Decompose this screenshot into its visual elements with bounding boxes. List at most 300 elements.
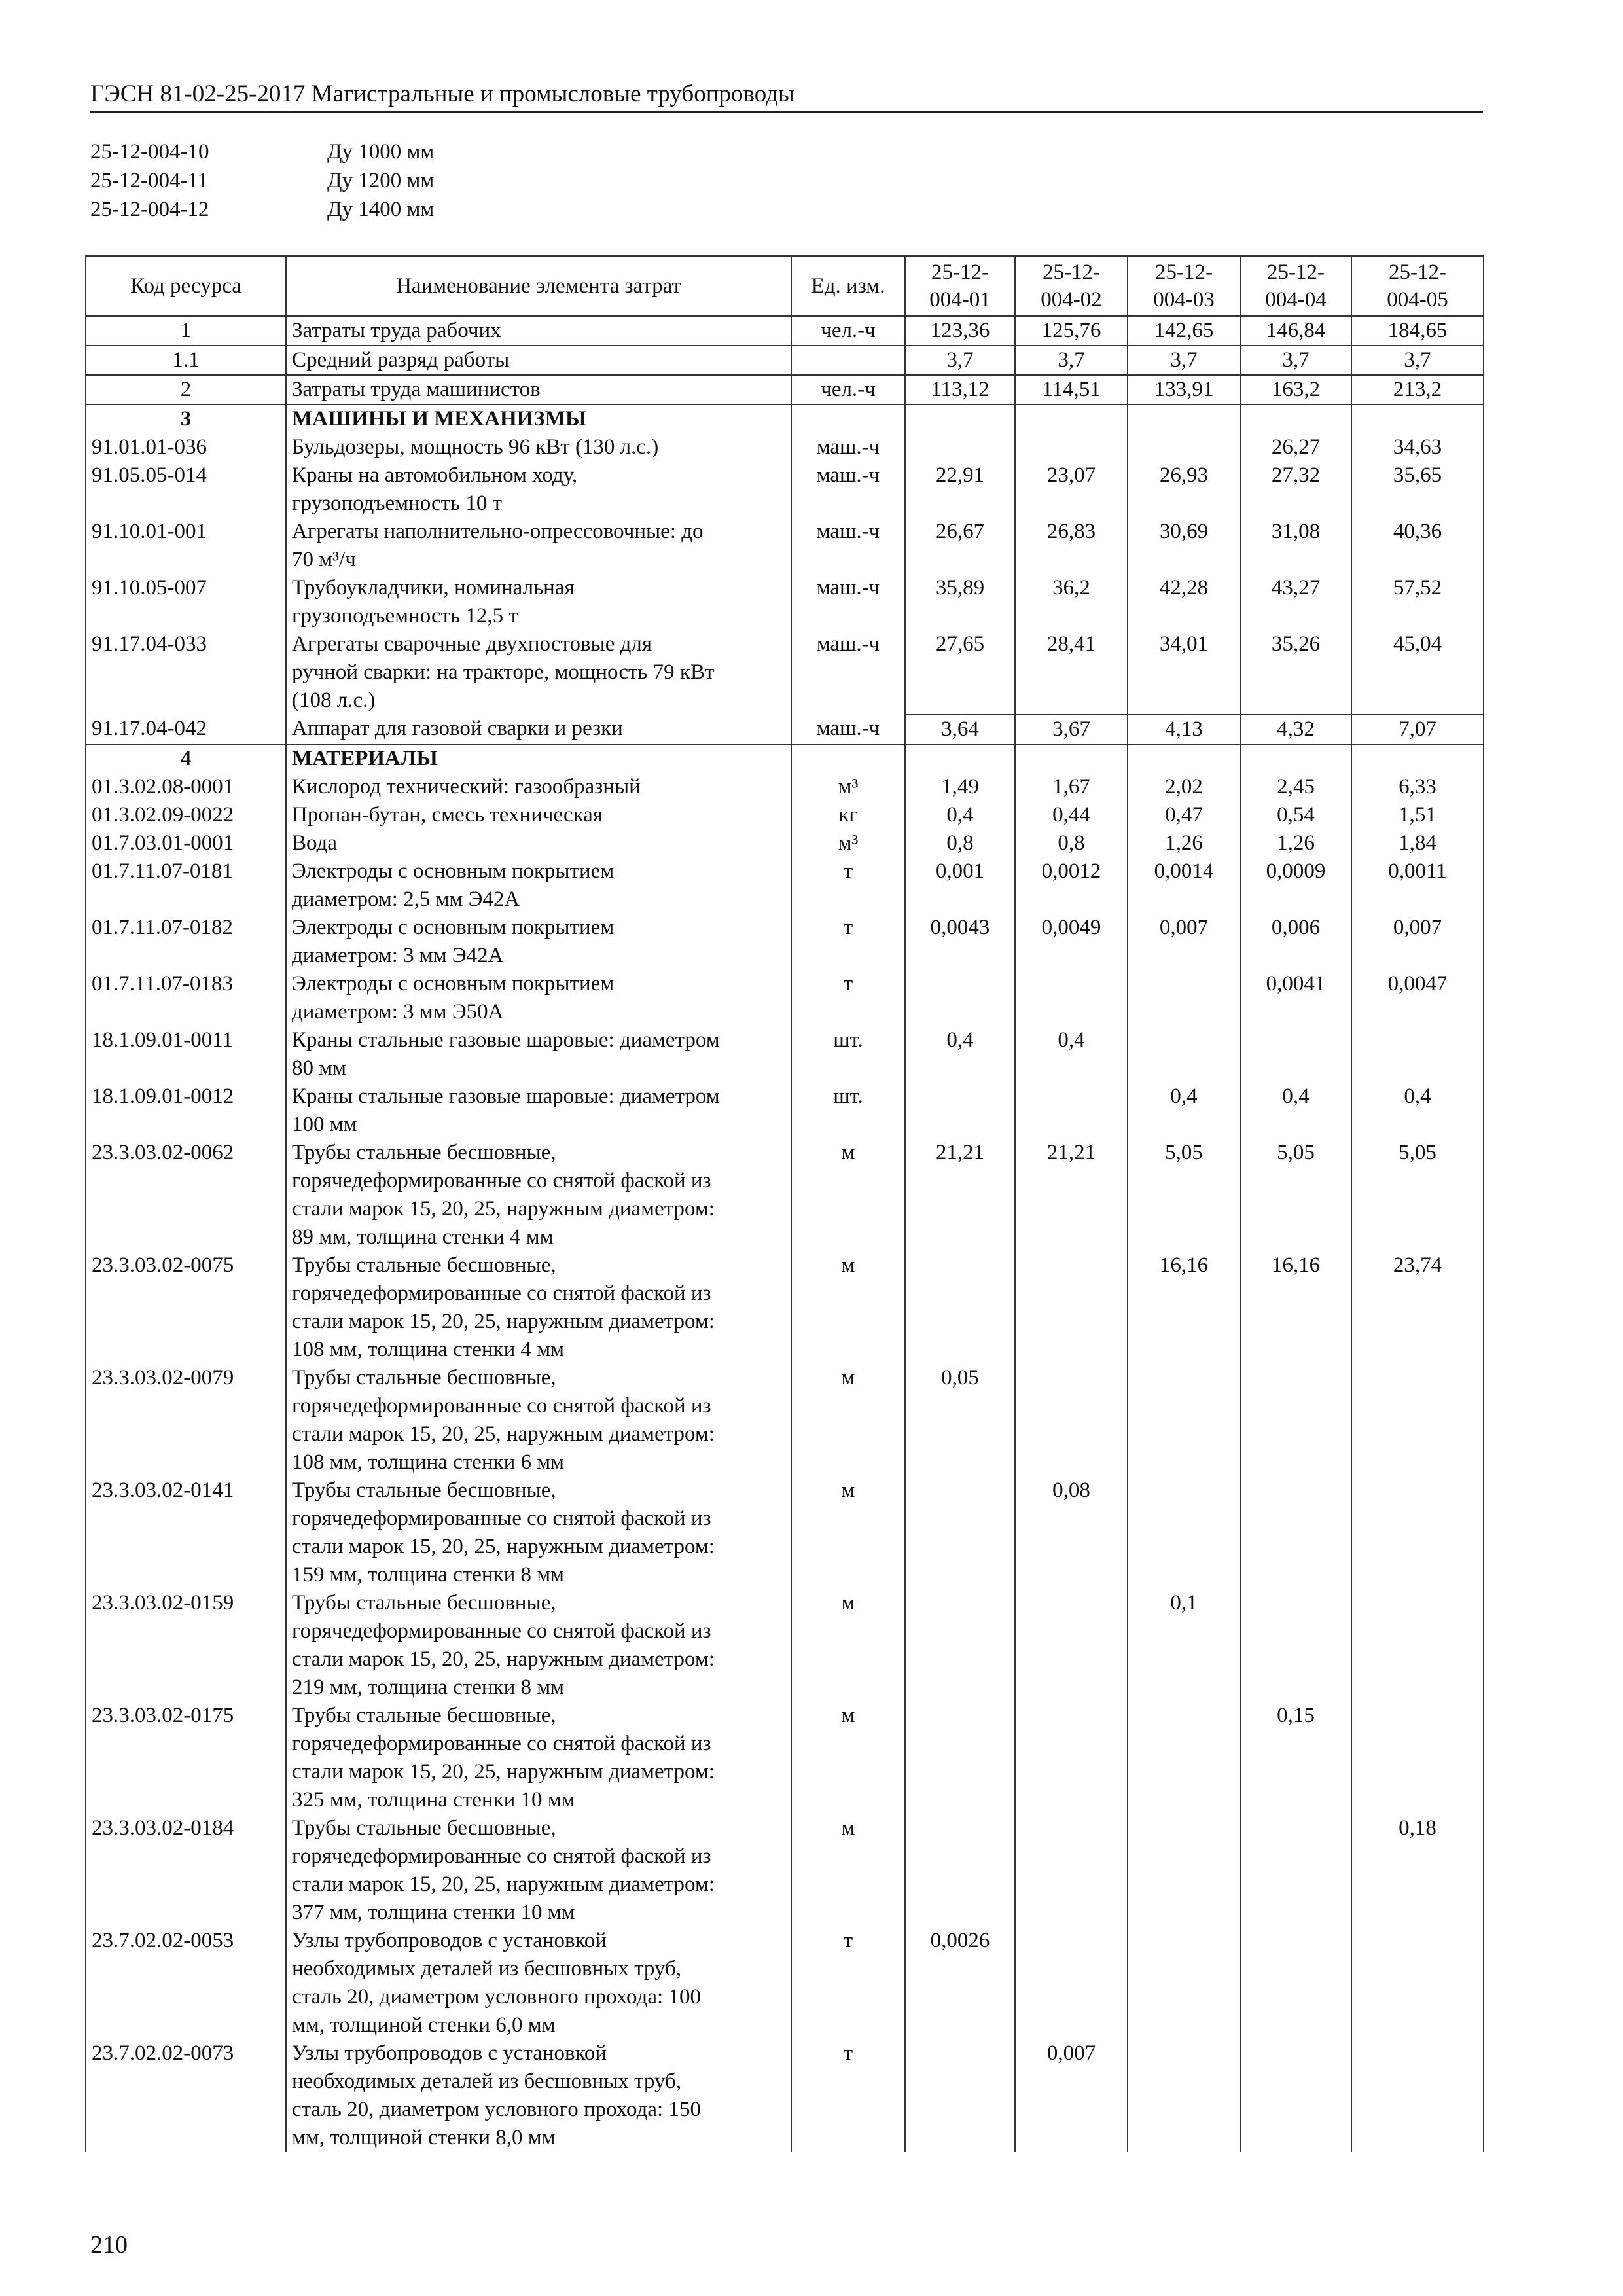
resource-name (286, 1927, 791, 2039)
resource-code: 3 (86, 404, 286, 433)
column-header-line: 004-01 (929, 288, 991, 312)
norm-value-004-03: 16,16 (1128, 1251, 1240, 1364)
resource-name-line: 108 мм, толщина стенки 6 мм (292, 1450, 564, 1474)
resource-name-line: Затраты труда рабочих (292, 319, 501, 342)
norm-value-004-03: 2,02 (1128, 773, 1240, 801)
resource-code: 01.3.02.08-0001 (86, 773, 286, 801)
norm-value-004-05 (1351, 1026, 1484, 1083)
resource-code: 23.3.03.02-0141 (86, 1477, 286, 1589)
resource-code: 4 (86, 744, 286, 773)
norm-value-004-02 (1015, 1927, 1128, 2039)
norm-value-004-03: 42,28 (1128, 574, 1240, 630)
norm-value-004-02: 1,67 (1015, 773, 1128, 801)
norm-value-004-02 (1015, 970, 1128, 1026)
norm-value-004-04: 5,05 (1240, 1139, 1351, 1251)
resource-name (286, 1026, 791, 1083)
norm-value-004-03: 0,0014 (1128, 857, 1240, 914)
unit-of-measure: шт. (791, 1083, 905, 1139)
norm-value-004-04 (1240, 1589, 1351, 1702)
resource-name (286, 1589, 791, 1702)
norm-value-004-02: 3,67 (1015, 715, 1128, 744)
table-row (86, 715, 1484, 744)
resource-name-line: грузоподъемность 12,5 т (292, 604, 518, 628)
unit-of-measure: маш.-ч (791, 630, 905, 715)
norm-value-004-03: 4,13 (1128, 715, 1240, 744)
unit-of-measure: маш.-ч (791, 715, 905, 744)
resource-name-line: Краны стальные газовые шаровые: диаметром (292, 1085, 720, 1108)
page-header (90, 77, 1483, 113)
unit-of-measure: маш.-ч (791, 461, 905, 518)
resource-name (286, 744, 791, 773)
unit-of-measure: т (791, 2039, 905, 2152)
resource-name-line: Краны стальные газовые шаровые: диаметром (292, 1028, 720, 1052)
norm-value-004-02 (1015, 744, 1128, 773)
table-row (86, 433, 1484, 461)
resource-name (286, 715, 791, 744)
norm-value-004-01: 0,4 (905, 1026, 1015, 1083)
norm-value-004-05: 57,52 (1351, 574, 1484, 630)
table-row (86, 1477, 1484, 1589)
column-header-004-01 (905, 256, 1015, 316)
unit-of-measure (791, 744, 905, 773)
norm-value-004-05: 7,07 (1351, 715, 1484, 744)
norm-value-004-01: 21,21 (905, 1139, 1015, 1251)
resource-name-line: Краны на автомобильном ходу, (292, 463, 578, 487)
unit-of-measure: т (791, 914, 905, 970)
norm-value-004-01: 0,001 (905, 857, 1015, 914)
norm-value-004-04 (1240, 1364, 1351, 1477)
resource-name (286, 574, 791, 630)
norm-value-004-03: 0,4 (1128, 1083, 1240, 1139)
resource-code: 23.3.03.02-0079 (86, 1364, 286, 1477)
norm-value-004-05: 1,84 (1351, 829, 1484, 857)
resource-name (286, 773, 791, 801)
norm-value-004-02 (1015, 433, 1128, 461)
norm-value-004-04: 1,26 (1240, 829, 1351, 857)
norm-value-004-01: 0,0026 (905, 1927, 1015, 2039)
unit-of-measure: м (791, 1139, 905, 1251)
resource-name-line: горячедеформированные со снятой фаской из (292, 1507, 711, 1530)
norm-value-004-05: 3,7 (1351, 346, 1484, 375)
unit-of-measure: кг (791, 801, 905, 829)
resource-name-line: диаметром: 3 мм Э50А (292, 1000, 504, 1024)
resource-name-line: Агрегаты наполнительно-опрессовочные: до (292, 520, 704, 543)
subcode-description: Ду 1000 мм (327, 140, 435, 164)
resource-code: 23.3.03.02-0159 (86, 1589, 286, 1702)
resource-name-line: ручной сварки: на тракторе, мощность 79 кВт (292, 660, 715, 684)
resource-code: 91.17.04-033 (86, 630, 286, 715)
resource-name (286, 857, 791, 914)
resource-name (286, 433, 791, 461)
resource-name-line: МАШИНЫ И МЕХАНИЗМЫ (292, 407, 587, 431)
resource-name-line: Средний разряд работы (292, 348, 510, 372)
unit-of-measure: маш.-ч (791, 574, 905, 630)
table-row (86, 1026, 1484, 1083)
unit-of-measure: шт. (791, 1026, 905, 1083)
table-row (86, 970, 1484, 1026)
column-header-line: 25-12- (1155, 260, 1213, 284)
norm-value-004-03: 133,91 (1128, 375, 1240, 404)
norm-value-004-04: 0,0041 (1240, 970, 1351, 1026)
subcode-description: Ду 1200 мм (327, 169, 435, 192)
resource-name-line: стали марок 15, 20, 25, наружным диаметром: (292, 1310, 715, 1333)
norm-value-004-04: 163,2 (1240, 375, 1351, 404)
norm-value-004-03: 0,007 (1128, 914, 1240, 970)
resource-name (286, 1251, 791, 1364)
resource-code: 91.17.04-042 (86, 715, 286, 744)
resource-name-line: стали марок 15, 20, 25, наружным диаметром: (292, 1422, 715, 1446)
norm-value-004-02: 0,8 (1015, 829, 1128, 857)
resource-name-line: сталь 20, диаметром условного прохода: 150 (292, 2098, 701, 2121)
column-header-004-02 (1015, 256, 1128, 316)
resource-name-line: 159 мм, толщина стенки 8 мм (292, 1563, 564, 1587)
norm-value-004-05 (1351, 1364, 1484, 1477)
table-row (86, 630, 1484, 715)
norm-value-004-01: 113,12 (905, 375, 1015, 404)
resource-name-line: Трубоукладчики, номинальная (292, 576, 575, 600)
resource-name (286, 1139, 791, 1251)
unit-of-measure: т (791, 1927, 905, 2039)
document-title: ГЭСН 81-02-25-2017 Магистральные и промысловые трубопроводы (90, 81, 794, 107)
norm-value-004-04 (1240, 1026, 1351, 1083)
resource-name-line: Вода (292, 831, 337, 855)
unit-of-measure: м (791, 1814, 905, 1927)
resource-name-line: Трубы стальные бесшовные, (292, 1253, 556, 1277)
norm-value-004-03 (1128, 404, 1240, 433)
table-row (86, 404, 1484, 433)
resource-name-line: горячедеформированные со снятой фаской из (292, 1394, 711, 1418)
norm-value-004-03: 142,65 (1128, 316, 1240, 346)
norm-value-004-01 (905, 2039, 1015, 2152)
norm-value-004-05: 35,65 (1351, 461, 1484, 518)
resource-name-line: горячедеформированные со снятой фаской из (292, 1282, 711, 1305)
resource-name-line: Кислород технический: газообразный (292, 775, 641, 798)
resource-name (286, 1083, 791, 1139)
norm-value-004-04: 2,45 (1240, 773, 1351, 801)
norm-value-004-01 (905, 1589, 1015, 1702)
resource-code: 1 (86, 316, 286, 346)
column-header-line: 004-05 (1387, 288, 1448, 312)
norm-value-004-02: 23,07 (1015, 461, 1128, 518)
norm-value-004-02 (1015, 1083, 1128, 1139)
resource-name-line: стали марок 15, 20, 25, наружным диаметром: (292, 1197, 715, 1221)
column-header-line: 004-03 (1153, 288, 1215, 312)
norm-value-004-01: 0,8 (905, 829, 1015, 857)
column-header-line: 25-12- (1267, 260, 1325, 284)
resource-name-line: Трубы стальные бесшовные, (292, 1479, 556, 1502)
norm-value-004-05 (1351, 1927, 1484, 2039)
resource-name (286, 375, 791, 404)
resource-name-line: 89 мм, толщина стенки 4 мм (292, 1225, 554, 1249)
norm-value-004-02 (1015, 1589, 1128, 1702)
norm-value-004-01: 26,67 (905, 518, 1015, 574)
norm-value-004-05: 34,63 (1351, 433, 1484, 461)
unit-of-measure: маш.-ч (791, 518, 905, 574)
resource-name-line: стали марок 15, 20, 25, наружным диаметром: (292, 1873, 715, 1896)
table-row (86, 914, 1484, 970)
norm-value-004-01: 0,05 (905, 1364, 1015, 1477)
resource-name-line: Бульдозеры, мощность 96 кВт (130 л.с.) (292, 435, 659, 459)
resource-name-line: горячедеформированные со снятой фаской из (292, 1844, 711, 1868)
norm-value-004-02: 0,0049 (1015, 914, 1128, 970)
resource-name-line: стали марок 15, 20, 25, наружным диаметром: (292, 1760, 715, 1784)
resource-name-line: Трубы стальные бесшовные, (292, 1141, 556, 1164)
resource-name-line: Электроды с основным покрытием (292, 916, 615, 939)
norm-value-004-03 (1128, 2039, 1240, 2152)
norm-value-004-02 (1015, 404, 1128, 433)
resource-name-line: Трубы стальные бесшовные, (292, 1816, 556, 1840)
unit-of-measure: чел.-ч (791, 316, 905, 346)
norm-value-004-03 (1128, 1927, 1240, 2039)
norm-value-004-04: 0,15 (1240, 1702, 1351, 1814)
table-body (86, 316, 1484, 2152)
norm-value-004-01: 0,4 (905, 801, 1015, 829)
norm-value-004-05 (1351, 2039, 1484, 2152)
norm-value-004-05 (1351, 744, 1484, 773)
norm-value-004-03 (1128, 970, 1240, 1026)
norm-value-004-04: 26,27 (1240, 433, 1351, 461)
resource-name-line: горячедеформированные со снятой фаской из (292, 1619, 711, 1643)
norm-value-004-03 (1128, 1477, 1240, 1589)
norm-value-004-04 (1240, 1477, 1351, 1589)
norm-value-004-04 (1240, 1814, 1351, 1927)
resource-name-line: грузоподъемность 10 т (292, 492, 503, 515)
resource-name-line: Агрегаты сварочные двухпостовые для (292, 632, 652, 656)
norm-value-004-05: 0,0047 (1351, 970, 1484, 1026)
norm-value-004-03: 34,01 (1128, 630, 1240, 715)
table-row (86, 346, 1484, 375)
resource-name-line: Электроды с основным покрытием (292, 972, 615, 996)
norm-value-004-03 (1128, 433, 1240, 461)
norm-value-004-02: 3,7 (1015, 346, 1128, 375)
norm-value-004-02: 0,44 (1015, 801, 1128, 829)
norm-value-004-05 (1351, 1702, 1484, 1814)
column-header-line: 004-02 (1041, 288, 1102, 312)
resource-name-line: Узлы трубопроводов с установкой (292, 1929, 607, 1952)
norm-value-004-01 (905, 1814, 1015, 1927)
norm-value-004-03 (1128, 1702, 1240, 1814)
table-row (86, 801, 1484, 829)
unit-of-measure: м (791, 1477, 905, 1589)
resource-name (286, 914, 791, 970)
resource-code: 01.7.03.01-0001 (86, 829, 286, 857)
resource-name (286, 404, 791, 433)
resource-name-line: 108 мм, толщина стенки 4 мм (292, 1338, 564, 1361)
resource-name (286, 829, 791, 857)
resource-code: 01.7.11.07-0181 (86, 857, 286, 914)
table-row (86, 461, 1484, 518)
resource-name-line: горячедеформированные со снятой фаской из (292, 1169, 711, 1193)
subcode-code: 25-12-004-10 (90, 140, 209, 164)
norm-value-004-01 (905, 970, 1015, 1026)
table-row (86, 744, 1484, 773)
table-row (86, 1702, 1484, 1814)
resource-name-line: стали марок 15, 20, 25, наружным диаметром: (292, 1535, 715, 1558)
resource-code: 01.3.02.09-0022 (86, 801, 286, 829)
table-row (86, 574, 1484, 630)
unit-of-measure: м (791, 1364, 905, 1477)
norm-value-004-04: 3,7 (1240, 346, 1351, 375)
norm-value-004-03: 26,93 (1128, 461, 1240, 518)
norm-value-004-03 (1128, 1026, 1240, 1083)
resource-name-line: необходимых деталей из бесшовных труб, (292, 1957, 682, 1981)
table-row (86, 1589, 1484, 1702)
norm-value-004-01 (905, 1083, 1015, 1139)
norm-value-004-02: 21,21 (1015, 1139, 1128, 1251)
subcode-code: 25-12-004-12 (90, 198, 209, 221)
table-row (86, 1139, 1484, 1251)
resource-name-line: 100 мм (292, 1113, 357, 1136)
resource-name (286, 316, 791, 346)
resource-code: 23.3.03.02-0175 (86, 1702, 286, 1814)
norm-value-004-05: 1,51 (1351, 801, 1484, 829)
resource-code: 91.05.05-014 (86, 461, 286, 518)
resource-code: 18.1.09.01-0011 (86, 1026, 286, 1083)
norm-value-004-05: 6,33 (1351, 773, 1484, 801)
unit-of-measure: м³ (791, 773, 905, 801)
resource-name-line: мм, толщиной стенки 8,0 мм (292, 2126, 556, 2149)
table-row (86, 316, 1484, 346)
resource-name (286, 1814, 791, 1927)
norm-value-004-05: 0,007 (1351, 914, 1484, 970)
norm-value-004-02: 0,007 (1015, 2039, 1128, 2152)
resource-name-line: сталь 20, диаметром условного прохода: 100 (292, 1985, 701, 2009)
norm-value-004-04: 0,4 (1240, 1083, 1351, 1139)
resource-name-line: стали марок 15, 20, 25, наружным диаметром: (292, 1647, 715, 1671)
unit-of-measure: м (791, 1589, 905, 1702)
norm-value-004-01 (905, 1477, 1015, 1589)
resource-code: 01.7.11.07-0183 (86, 970, 286, 1026)
resource-code: 91.10.01-001 (86, 518, 286, 574)
norm-value-004-03 (1128, 1814, 1240, 1927)
norm-value-004-01: 1,49 (905, 773, 1015, 801)
resource-name-line: (108 л.с.) (292, 689, 376, 712)
norm-value-004-04: 146,84 (1240, 316, 1351, 346)
table-row (86, 518, 1484, 574)
norm-value-004-03: 0,1 (1128, 1589, 1240, 1702)
resource-name-line: 377 мм, толщина стенки 10 мм (292, 1901, 575, 1924)
column-header-unit: Ед. изм. (791, 256, 905, 316)
unit-of-measure (791, 404, 905, 433)
norm-value-004-04: 35,26 (1240, 630, 1351, 715)
norm-value-004-02: 26,83 (1015, 518, 1128, 574)
resource-name-line: диаметром: 3 мм Э42А (292, 944, 504, 967)
resource-name-line: 219 мм, толщина стенки 8 мм (292, 1676, 564, 1699)
resource-name (286, 630, 791, 715)
norm-value-004-02: 0,08 (1015, 1477, 1128, 1589)
unit-of-measure: чел.-ч (791, 375, 905, 404)
column-header-name: Наименование элемента затрат (286, 256, 791, 316)
resource-name-line: Трубы стальные бесшовные, (292, 1704, 556, 1727)
resource-code: 23.7.02.02-0073 (86, 2039, 286, 2152)
resource-code: 23.7.02.02-0053 (86, 1927, 286, 2039)
norm-value-004-01: 27,65 (905, 630, 1015, 715)
table-row (86, 375, 1484, 404)
column-header-004-05 (1351, 256, 1484, 316)
resource-code: 1.1 (86, 346, 286, 375)
norm-value-004-05: 0,4 (1351, 1083, 1484, 1139)
norm-value-004-04 (1240, 744, 1351, 773)
norm-value-004-04 (1240, 1927, 1351, 2039)
resource-name (286, 2039, 791, 2152)
norm-value-004-01: 3,7 (905, 346, 1015, 375)
norm-value-004-01: 35,89 (905, 574, 1015, 630)
norm-value-004-02: 0,4 (1015, 1026, 1128, 1083)
norm-value-004-01 (905, 744, 1015, 773)
column-header-line: 25-12- (1389, 260, 1446, 284)
table-row (86, 1927, 1484, 2039)
norm-value-004-04: 0,0009 (1240, 857, 1351, 914)
resource-name-line: МАТЕРИАЛЫ (292, 747, 438, 770)
norm-value-004-05 (1351, 404, 1484, 433)
resource-name-line: Аппарат для газовой сварки и резки (292, 717, 623, 740)
norm-value-004-01: 3,64 (905, 715, 1015, 744)
norm-value-004-02: 28,41 (1015, 630, 1128, 715)
resource-code: 91.01.01-036 (86, 433, 286, 461)
resource-name-line: 325 мм, толщина стенки 10 мм (292, 1788, 575, 1812)
norm-value-004-03: 3,7 (1128, 346, 1240, 375)
norm-value-004-01 (905, 1702, 1015, 1814)
norm-value-004-05: 0,18 (1351, 1814, 1484, 1927)
resource-name-line: Трубы стальные бесшовные, (292, 1366, 556, 1390)
norm-value-004-02 (1015, 1702, 1128, 1814)
column-header-line: 004-04 (1265, 288, 1327, 312)
resource-table (85, 255, 1484, 2152)
norm-value-004-05: 40,36 (1351, 518, 1484, 574)
page-number: 210 (90, 2231, 128, 2259)
norm-value-004-01: 22,91 (905, 461, 1015, 518)
unit-of-measure: м (791, 1251, 905, 1364)
resource-code: 01.7.11.07-0182 (86, 914, 286, 970)
table-row (86, 1251, 1484, 1364)
unit-of-measure: м³ (791, 829, 905, 857)
resource-code: 23.3.03.02-0184 (86, 1814, 286, 1927)
column-header-line: 25-12- (931, 260, 989, 284)
subcode-description: Ду 1400 мм (327, 198, 435, 221)
resource-name (286, 801, 791, 829)
norm-value-004-04: 31,08 (1240, 518, 1351, 574)
column-header-004-04 (1240, 256, 1351, 316)
norm-value-004-01 (905, 1251, 1015, 1364)
norm-value-004-05: 0,0011 (1351, 857, 1484, 914)
norm-value-004-03: 5,05 (1128, 1139, 1240, 1251)
resource-name-line: мм, толщиной стенки 6,0 мм (292, 2013, 556, 2037)
table-row (86, 1083, 1484, 1139)
norm-value-004-04: 0,006 (1240, 914, 1351, 970)
resource-name (286, 518, 791, 574)
subcode-code: 25-12-004-11 (90, 169, 209, 192)
resource-code: 91.10.05-007 (86, 574, 286, 630)
column-header-line: 25-12- (1043, 260, 1100, 284)
norm-value-004-02 (1015, 1364, 1128, 1477)
norm-value-004-02 (1015, 1814, 1128, 1927)
resource-name (286, 1702, 791, 1814)
resource-name-line: Затраты труда машинистов (292, 378, 541, 401)
resource-name (286, 461, 791, 518)
resource-code: 23.3.03.02-0062 (86, 1139, 286, 1251)
norm-value-004-02 (1015, 1251, 1128, 1364)
resource-name-line: диаметром: 2,5 мм Э42А (292, 888, 520, 911)
resource-name (286, 970, 791, 1026)
table-row (86, 857, 1484, 914)
norm-value-004-02: 125,76 (1015, 316, 1128, 346)
resource-name-line: горячедеформированные со снятой фаской из (292, 1732, 711, 1755)
table-row (86, 773, 1484, 801)
resource-name-line: Электроды с основным покрытием (292, 859, 615, 883)
unit-of-measure: маш.-ч (791, 433, 905, 461)
norm-value-004-02: 36,2 (1015, 574, 1128, 630)
resource-name-line: 80 мм (292, 1056, 347, 1080)
